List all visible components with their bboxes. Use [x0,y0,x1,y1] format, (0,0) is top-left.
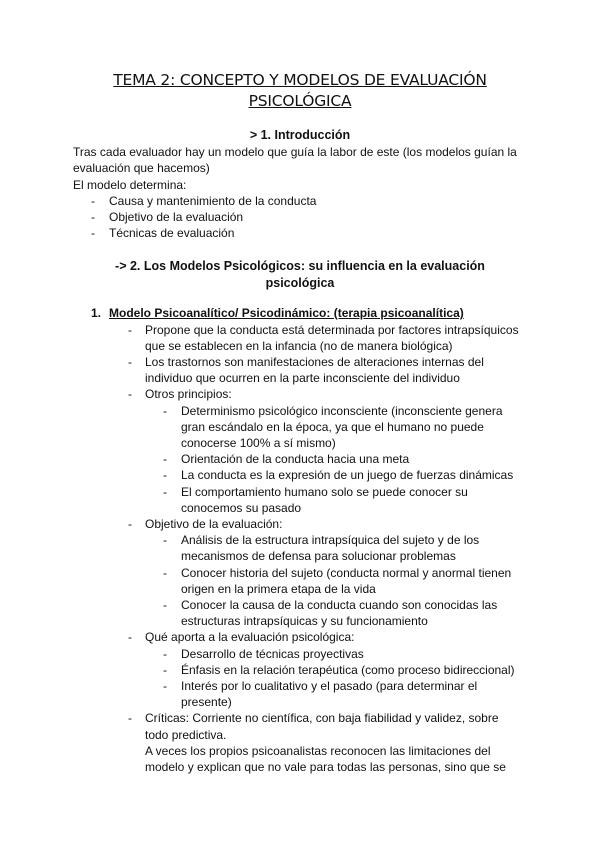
section-2-heading-line-2: psicológica [265,276,335,290]
bullet-dash: - [163,566,167,580]
bullet-dash: - [128,517,132,531]
model-1-bullet-3: Otros principios: [145,387,232,401]
bullet-dash: - [128,711,132,725]
bullet-dash: - [128,387,132,401]
principle-1-line-1: Determinismo psicológico inconsciente (inconsciente genera [181,404,503,418]
objective-1-line-2: mecanismos de defensa para solucionar problemas [181,549,456,563]
principle-1-line-3: conocerse 100% a sí mismo) [181,436,336,450]
bullet-dash: - [163,485,167,499]
bullet-dash: - [163,663,167,677]
bullet-dash: - [128,323,132,337]
contribution-3-line-1: Interés por lo cualitativo y el pasado (para determinar el [181,679,478,693]
model-1-bullet-1-line-1: Propone que la conducta está determinada por factores intrapsíquicos [145,323,519,337]
model-1-bullet-5: Qué aporta a la evaluación psicológica: [145,630,355,644]
model-1-bullet-2-line-1: Los trastornos son manifestaciones de alteraciones internas del [145,355,484,369]
bullet-dash: - [163,598,167,612]
intro-bullet-3: Técnicas de evaluación [109,226,235,240]
bullet-dash: - [163,452,167,466]
section-2-heading-line-1: -> 2. Los Modelos Psicológicos: su influencia en la evaluación [115,259,485,273]
objective-2-line-2: origen en la primera etapa de la vida [181,582,376,596]
contribution-3-line-2: presente) [181,695,232,709]
intro-paragraph-line-2: evaluación que hacemos) [73,161,210,175]
objective-1-line-1: Análisis de la estructura intrapsíquica del sujeto y de los [181,533,480,547]
principle-1-line-2: gran escándalo en la época, ya que el humano no puede [181,420,484,434]
criticism-line-4: modelo y explican que no vale para todas las personas, sino que se [145,760,506,774]
model-1-title: Modelo Psicoanalítico/ Psicodinámico: (terapia psicoanalítica) [109,306,464,320]
list-number: 1. [91,306,102,320]
bullet-dash: - [163,533,167,547]
intro-paragraph-2: El modelo determina: [73,178,187,192]
bullet-dash: - [163,468,167,482]
intro-bullet-1: Causa y mantenimiento de la conducta [109,194,317,208]
objective-2-line-1: Conocer historia del sujeto (conducta normal y anormal tienen [181,566,512,580]
model-1-bullet-1-line-2: que se establecen en la infancia (no de manera biológica) [145,339,453,353]
bullet-dash: - [91,194,95,208]
objective-3-line-1: Conocer la causa de la conducta cuando son conocidas las [181,598,498,612]
criticism-line-2: todo predictiva. [145,728,227,742]
model-1-bullet-2-line-2: individuo que ocurren en la parte inconsciente del individuo [145,371,460,385]
criticism-line-3: A veces los propios psicoanalistas reconocen las limitaciones del [145,744,491,758]
intro-paragraph-line-1: Tras cada evaluador hay un modelo que guía la labor de este (los modelos guían la [73,145,517,159]
objective-3-line-2: estructuras intrapsíquicas y su funcionamiento [181,614,428,628]
model-1-bullet-4: Objetivo de la evaluación: [145,517,283,531]
bullet-dash: - [91,226,95,240]
bullet-dash: - [128,630,132,644]
bullet-dash: - [163,647,167,661]
document-title-line-2: PSICOLÓGICA [248,92,352,110]
criticism-line-1: Críticas: Corriente no científica, con baja fiabilidad y validez, sobre [145,711,499,725]
principle-2: Orientación de la conducta hacia una meta [181,452,410,466]
bullet-dash: - [91,210,95,224]
contribution-2: Énfasis en la relación terapéutica (como proceso bidireccional) [181,663,515,677]
bullet-dash: - [163,404,167,418]
principle-4-line-2: conocemos su pasado [181,501,302,515]
principle-4-line-1: El comportamiento humano solo se puede conocer su [181,485,468,499]
section-1-heading: > 1. Introducción [249,128,351,142]
contribution-1: Desarrollo de técnicas proyectivas [181,647,364,661]
bullet-dash: - [163,679,167,693]
intro-bullet-2: Objetivo de la evaluación [109,210,244,224]
bullet-dash: - [128,355,132,369]
document-title-line-1: TEMA 2: CONCEPTO Y MODELOS DE EVALUACIÓN [113,71,487,89]
principle-3: La conducta es la expresión de un juego de fuerzas dinámicas [181,468,514,482]
